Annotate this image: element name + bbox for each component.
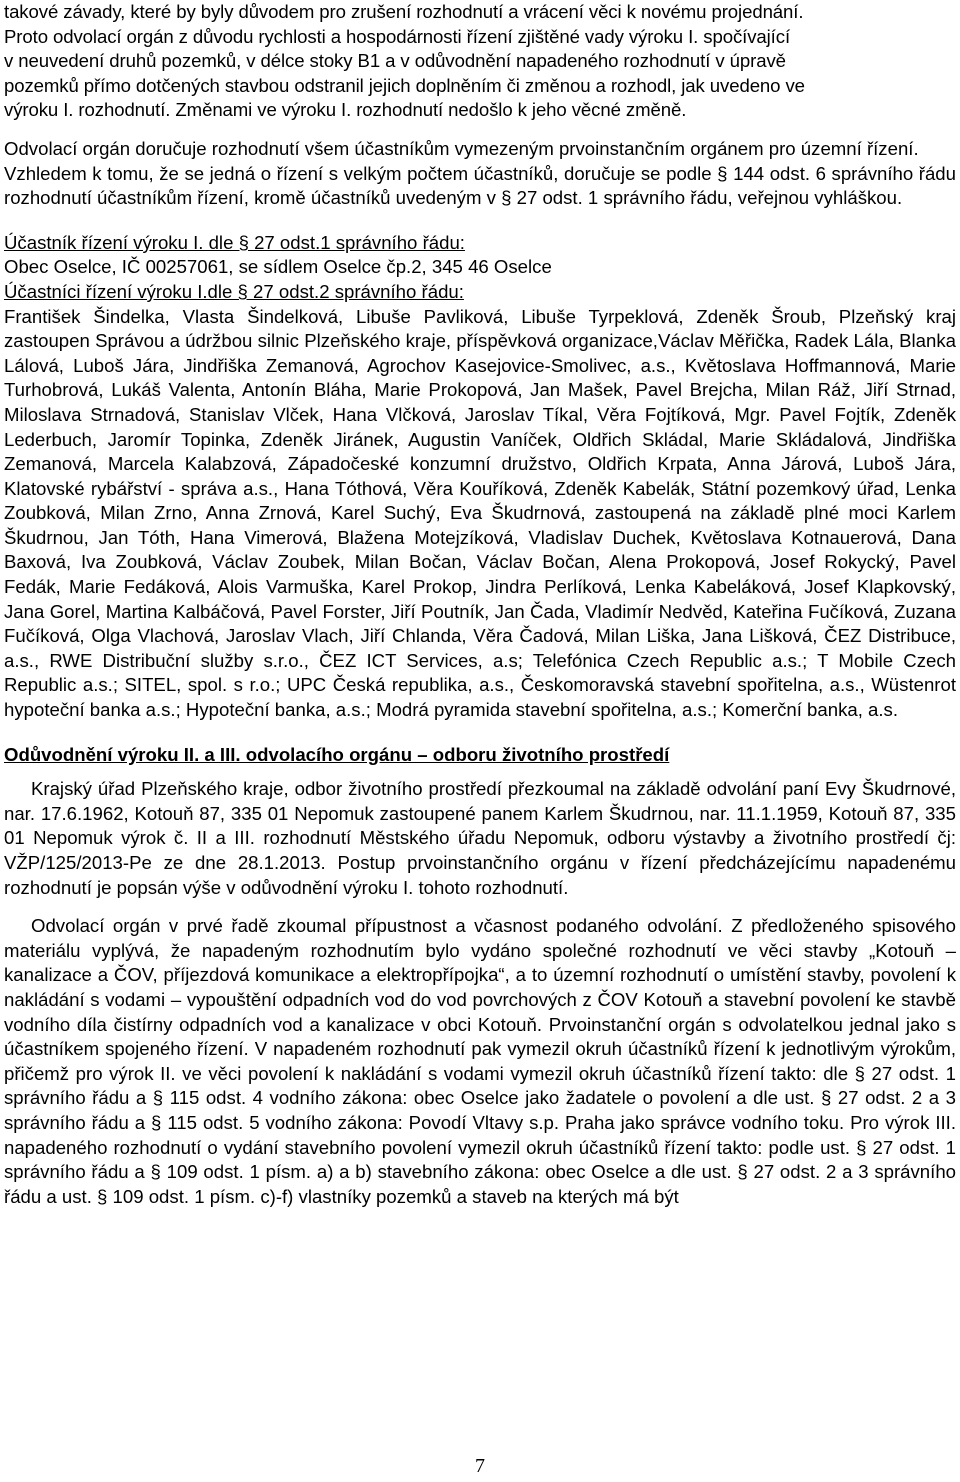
participants-27-2-list: František Šindelka, Vlasta Šindelková, Libuše Pavliková, Libuše Tyrpeklová, Zdeněk Šroub, Plzeňský kraj zastoupen Správou a údržbou silnic Plzeňského kraje, příspěvková organizace,Václav Měřička, Radek Lála, Blanka Lálová, Luboš Jára, Jindřiška Zemanová, Agrochov Kasejovice-Smolivec, a.s., Květoslava Hoffmannová, Marie Turhobrová, Lukáš Valenta, Antonín Bláha, Marie Prokopová, Jan Mašek, Pavel Brejcha, Milan Ráž, Jiří Strnad, Miloslava Strnadová, Stanislav Vlček, Hana Vlčková, Jaroslav Tíkal, Věra Fojtíková, Mgr. Pavel Fojtík, Zdeněk Lederbuch, Jaromír Topinka, Zdeněk Jiránek, Augustin Vaníček, Oldřich Skládal, Marie Skládalová, Jindřiška Zemanová, Marcela Kalabzová, Západočeské konzumní družstvo, Oldřich Krpata, Anna Járová, Luboš Jára, Klatovské rybářství - správa a.s., Hana Tóthová, Věra Kouříková, Zdeněk Kabelák, Státní pozemkový úřad, Lenka Zoubková, Milan Zrno, Anna Zrnová, Karel Suchý, Eva Škudrnová, zastoupená na základě plné moci Karlem Škudrnou, Jan Tóth, Hana Vimerová, Blažena Motejzíková, Vladislav Duchek, Květoslava Kotnauerová, Dana Baxová, Iva Zoubková, Václav Zoubek, Milan Bočan, Václav Bočan, Alena Prokopová, Josef Rokycký, Pavel Fedák, Marie Fedáková, Alois Varmuška, Karel Prokop, Jindra Perlíková, Lenka Kabeláková, Josef Klapkovský, Jana Gorel, Martina Kalbáčová, Pavel Forster, Jiří Poutník, Jan Čada, Vladimír Nedvěd, Kateřina Fučíková, Zuzana Fučíková, Olga Vlachová, Jaroslav Vlach, Jiří Chlanda, Věra Čadová, Milan Liška, Jana Lišková, ČEZ Distribuce, a.s., RWE Distribuční služby s.r.o., ČEZ ICT Services, a.s; Telefónica Czech Republic a.s.; T Mobile Czech Republic a.s.; SITEL, spol. s r.o.; UPC Česká republika, a.s., Českomoravská stavební spořitelna, a.s., Wüstenrot hypoteční banka a.s.; Hypoteční banka, a.s.; Modrá pyramida stavební spořitelna, a.s.; Komerční banka, a.s. bbox=[4, 305, 956, 721]
document-page bbox=[4, 0, 956, 1209]
top-paragraph bbox=[4, 0, 956, 123]
section-heading: Odůvodnění výroku II. a III. odvolacího orgánu – odboru životního prostředí bbox=[4, 743, 670, 765]
text-line: Proto odvolací orgán z důvodu rychlosti a hospodárnosti řízení zjištěné vady výroku I. spočívající bbox=[4, 25, 791, 47]
delivery-paragraph: Odvolací orgán doručuje rozhodnutí všem účastníkům vymezeným prvoinstančním orgánem pro územní řízení. bbox=[4, 137, 919, 159]
participants-section bbox=[4, 231, 956, 723]
public-notice-paragraph: Vzhledem k tomu, že se jedná o řízení s velkým počtem účastníků, doručuje se podle § 144 odst. 6 správního řádu rozhodnutí účastníkům řízení, kromě účastníků uvedeným v § 27 odst. 1 správního řádu, veřejnou vyhláškou. bbox=[4, 162, 956, 209]
text-line: výroku I. rozhodnutí. Změnami ve výroku I. rozhodnutí nedošlo k jeho věcné změně. bbox=[4, 99, 687, 121]
section-paragraph-1: Krajský úřad Plzeňského kraje, odbor životního prostředí přezkoumal na základě odvolání paní Evy Škudrnové, nar. 17.6.1962, Kotouň 87, 335 01 Nepomuk zastoupené panem Karlem Škudrnou, nar. 11.1.1959, Kotouň 87, 335 01 Nepomuk výrok č. II a III. rozhodnutí Městského úřadu Nepomuk, odboru výstavby a životního prostředí čj: VŽP/125/2013-Pe ze dne 28.1.2013. Postup prvoinstančního orgánu v řízení předcházejícímu napadenému rozhodnutí je popsán výše v odůvodnění výroku I. tohoto rozhodnutí. bbox=[4, 778, 956, 898]
participants-heading-27-1: Účastník řízení výroku I. dle § 27 odst.1 správního řádu: bbox=[4, 231, 465, 253]
section-paragraph-2: Odvolací orgán v prvé řadě zkoumal přípustnost a včasnost podaného odvolání. Z předloženého spisového materiálu vyplývá, že napadeným rozhodnutím bylo vydáno společné rozhodnutí ve věci stavby „Kotouň – kanalizace a ČOV, příjezdová komunikace a elektropřípojka“, a to územní rozhodnutí o umístění stavby, povolení k nakládání s vodami – vypouštění odpadních vod do vod povrchových z ČOV Kotouň a stavební povolení ke stavbě vodního díla čistírny odpadních vod a kanalizace v obci Kotouň. Prvoinstanční orgán s odvolatelkou jednal jako s účastníkem spojeného řízení. V napadeném rozhodnutí pak vymezil okruh účastníků řízení k jednotlivým výrokům, přičemž pro výrok II. ve věci povolení k nakládání s vodami vymezil okruh účastníků řízení takto: dle § 27 odst. 1 správního řádu a § 115 odst. 4 vodního zákona: obec Oselce jako žadatele o povolení a dle ust. § 27 odst. 2 a 3 správního řádu a § 115 odst. 5 vodního zákona: Povodí Vltavy s.p. Praha jako správce vodního toku. Pro výrok III. napadeného rozhodnutí o vydání stavebního povolení vymezil okruh účastníků řízení takto: podle ust. § 27 odst. 1 správního řádu a § 109 odst. 1 písm. a) a b) stavebního zákona: obec Oselce a dle ust. § 27 odst. 2 a 3 správního řádu a ust. § 109 odst. 1 písm. c)-f) vlastníky pozemků a staveb na kterých má být bbox=[4, 915, 956, 1207]
text-line: takové závady, které by byly důvodem pro zrušení rozhodnutí a vrácení věci k novému projednání. bbox=[4, 1, 804, 22]
page-number: 7 bbox=[475, 1455, 485, 1477]
text-line: pozemků přímo dotčených stavbou odstranil jejich doplněním či změnou a rozhodl, jak uvedeno ve bbox=[4, 74, 805, 96]
text-line: v neuvedení druhů pozemků, v délce stoky B1 a v odůvodnění napadeného rozhodnutí v úpravě bbox=[4, 50, 786, 72]
participant-27-1: Obec Oselce, IČ 00257061, se sídlem Oselce čp.2, 345 46 Oselce bbox=[4, 256, 552, 278]
participants-heading-27-2: Účastníci řízení výroku I.dle § 27 odst.2 správního řádu: bbox=[4, 280, 464, 302]
